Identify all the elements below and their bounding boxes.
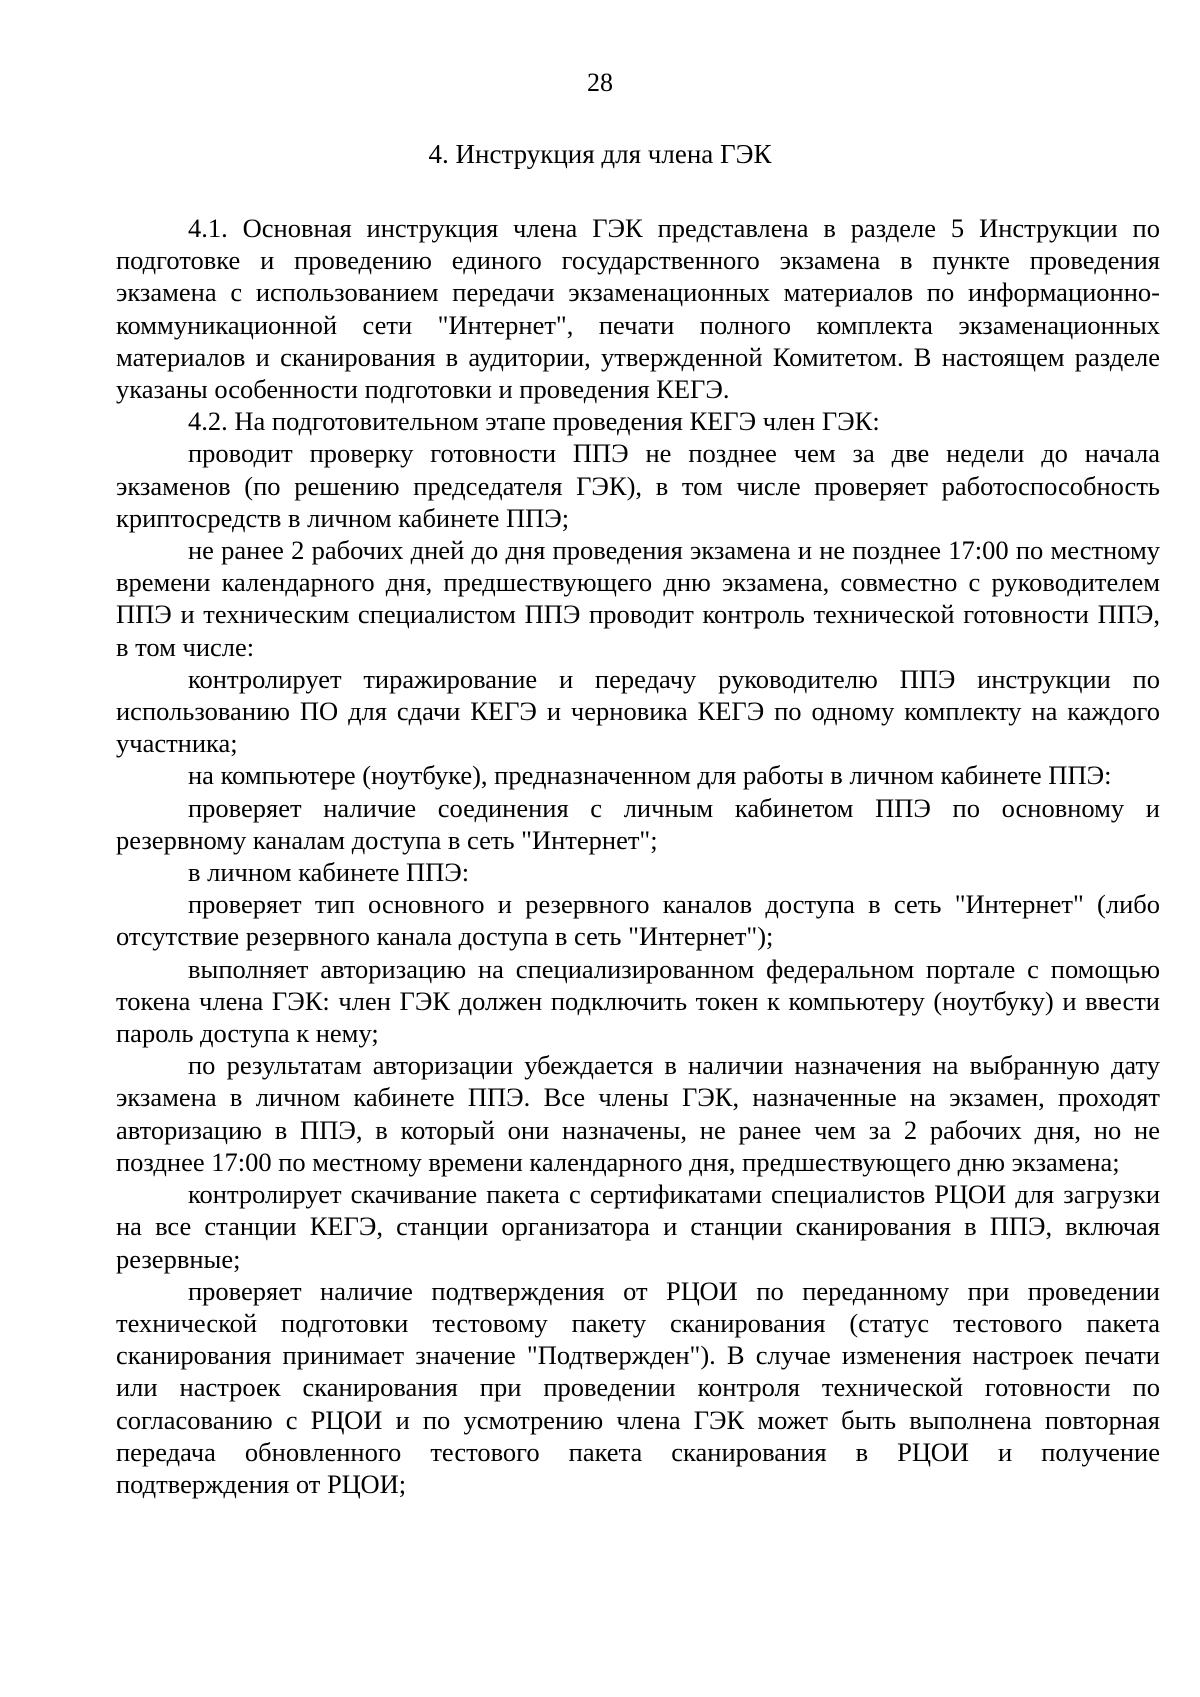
section-title: 4. Инструкция для члена ГЭК (428, 139, 772, 169)
paragraph-certificates-download: контролирует скачивание пакета с сертификатами специалистов РЦОИ для загрузки на все станции КЕГЭ, станции организатора и станции сканирования в ППЭ, включая резервные; (116, 1179, 1160, 1274)
page-number: 28 (587, 68, 613, 97)
paragraph-4-1: 4.1. Основная инструкция члена ГЭК представлена в разделе 5 Инструкции по подготовке и проведению единого государственного экзамена в пункте проведения экзамена с использованием передачи экзаменационных материалов по информационно-коммуникационной сети "Интернет", печати полного комплекта экзаменационных материалов и сканирования в аудитории, утвержденной Комитетом. В настоящем разделе указаны особенности подготовки и проведения КЕГЭ. (116, 213, 1160, 405)
body-text (116, 212, 1160, 1500)
paragraph-authorization: выполняет авторизацию на специализированном федеральном портале с помощью токена члена ГЭК: член ГЭК должен подключить токен к компьютеру (ноутбуку) и ввести пароль доступа к нему; (116, 953, 1160, 1049)
paragraph-4-2: 4.2. На подготовительном этапе проведения КЕГЭ член ГЭК: (188, 406, 880, 437)
paragraph-scan-confirmation: проверяет наличие подтверждения от РЦОИ по переданному при проведении технической подготовки тестовому пакету сканирования (статус тестового пакета сканирования принимает значение "Подтвержден"). В случае изменения настроек печати или настроек сканирования при проведении контроля технической готовности по согласованию с РЦОИ и по усмотрению члена ГЭК может быть выполнена повторная передача обновленного тестового пакета сканирования в РЦОИ и получение подтверждения от РЦОИ; (116, 1275, 1160, 1499)
paragraph-computer: на компьютере (ноутбуке), предназначенном для работы в личном кабинете ППЭ: (188, 760, 1112, 791)
paragraph-connection-check: проверяет наличие соединения с личным кабинетом ППЭ по основному и резервному каналам доступа в сеть "Интернет"; (116, 792, 1160, 855)
paragraph-assignment-check: по результатам авторизации убеждается в наличии назначения на выбранную дату экзамена в личном кабинете ППЭ. Все члены ГЭК, назначенные на экзамен, проходят авторизацию в ППЭ, в который они назначены, не ранее чем за 2 рабочих дня, но не позднее 17:00 по местному времени календарного дня, предшествующего дню экзамена; (116, 1050, 1160, 1177)
paragraph-personal-cabinet: в личном кабинете ППЭ: (188, 857, 470, 888)
paragraph-readiness-check: проводит проверку готовности ППЭ не позднее чем за две недели до начала экзаменов (по решению председателя ГЭК), в том числе проверяет работоспособность криптосредств в личном кабинете ППЭ; (116, 438, 1160, 533)
paragraph-technical-readiness: не ранее 2 рабочих дней до дня проведения экзамена и не позднее 17:00 по местному времени календарного дня, предшествующего дню экзамена, совместно с руководителем ППЭ и техническим специалистом ППЭ проводит контроль технической готовности ППЭ, в том числе: (116, 535, 1160, 662)
paragraph-channel-type: проверяет тип основного и резервного каналов доступа в сеть "Интернет" (либо отсутствие резервного канала доступа в сеть "Интернет"); (116, 889, 1160, 952)
paragraph-instruction-copies: контролирует тиражирование и передачу руководителю ППЭ инструкции по использованию ПО для сдачи КЕГЭ и черновика КЕГЭ по одному комплекту на каждого участника; (116, 663, 1160, 759)
